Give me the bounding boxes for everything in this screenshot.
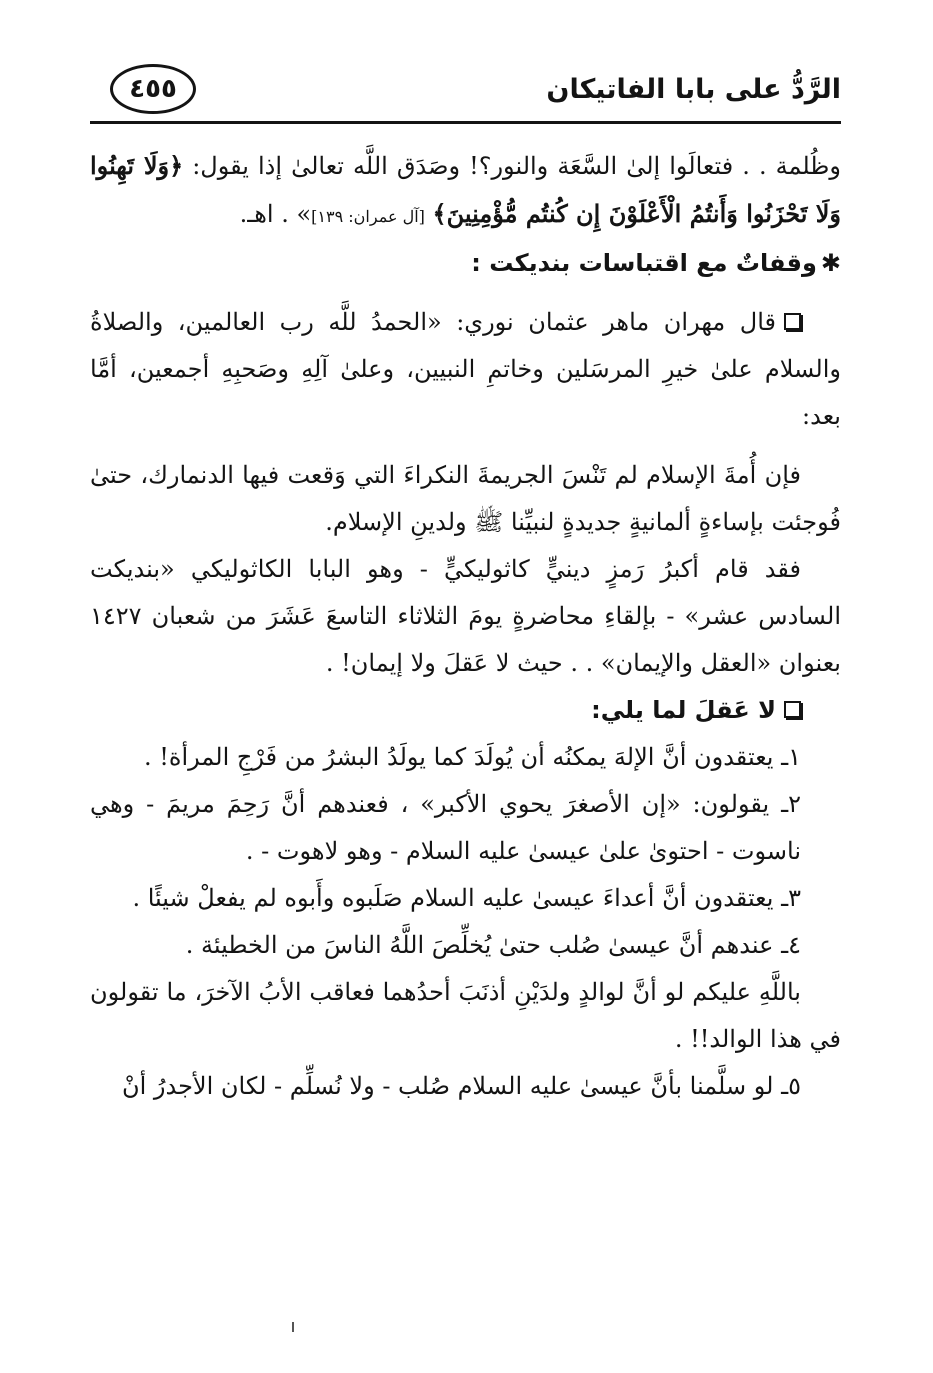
square-bullet-icon: [784, 313, 801, 330]
list-item-5: ٥ـ لو سلَّمنا بأنَّ عيسىٰ عليه السلام صُلب - ولا نُسلِّم - لكان الأجدرُ أنْ: [121, 1072, 801, 1100]
page-header: [90, 60, 841, 124]
paragraph: فإن أُمةَ الإسلام لم تَنْسَ الجريمةَ النكراءَ التي وَقعت فيها الدنمارك، حتىٰ فُوجئت بإساءةٍ ألمانيةٍ جديدةٍ لنبيِّنا ﷺ ولدينِ الإسلام.: [90, 461, 841, 536]
paragraph-quote-intro: [90, 299, 841, 440]
running-title: الرَّدُّ على بابا الفاتيكان: [546, 74, 841, 105]
subheading-text: لا عَقلَ لما يلي:: [591, 696, 776, 724]
section-heading: [90, 240, 841, 287]
paragraph: فقد قام أكبرُ رَمزٍ دينيٍّ كاثوليكيٍّ - وهو البابا الكاثوليكي «بنديكت السادس عشر» - بإلقاءِ محاضرةٍ يومَ الثلاثاء التاسعَ عَشَرَ من شعبان ١٤٢٧ بعنوان «العقل والإيمان» . . حيث لا عَقلَ ولا إيمان! .: [90, 555, 841, 677]
subheading: [90, 687, 841, 734]
list-item-1: ١ـ يعتقدون أنَّ الإلهَ يمكنُه أن يُولَدَ كما يولَدُ البشرُ من فَرْجِ المرأة! .: [144, 743, 801, 771]
list-item-3: ٣ـ يعتقدون أنَّ أعداءَ عيسىٰ عليه السلام صَلَبوه وأَبوه لم يفعلْ شيئًا .: [132, 884, 801, 912]
asterisk-icon: ✱: [820, 249, 841, 277]
paragraph-text: قال مهران ماهر عثمان نوري: «الحمدُ للَّه رب العالمين، والصلاةُ والسلام علىٰ خيرِ المرسَلين وخاتمِ النبيين، وعلىٰ آلِهِ وصَحبِهِ أجمعين، أمَّا بعد:: [90, 308, 841, 430]
square-bullet-icon: [784, 701, 801, 718]
section-heading-title: وقفاتٌ مع اقتباسات بنديكت :: [471, 249, 817, 277]
header-rule: [90, 121, 841, 124]
page-number-badge: ٤٥٥: [110, 64, 196, 114]
verse-reference: [آل عمران: ١٣٩]: [311, 207, 425, 226]
list-item-2: ٢ـ يقولون: «إن الأصغرَ يحوي الأكبر» ، فعندهم أنَّ رَحِمَ مريمَ - وهي ناسوت - احتوىٰ علىٰ عيسىٰ عليه السلام - وهو لاهوت - .: [90, 790, 801, 865]
scan-mark: [292, 1322, 294, 1332]
paragraph-verse: [90, 142, 841, 240]
paragraph-end: » . اهـ.: [239, 200, 312, 228]
page-body: [90, 142, 841, 1110]
quran-verse: ﴿وَلَا تَهِنُوا وَلَا تَحْزَنُوا وَأَنتُمُ الْأَعْلَوْنَ إِن كُنتُم مُّؤْمِنِينَ﴾: [90, 151, 841, 228]
paragraph: باللَّهِ عليكم لو أنَّ لوالدٍ ولدَيْنِ أذنَبَ أحدُهما فعاقب الأبُ الآخرَ، ما تقولون في هذا الوالد!! .: [90, 978, 841, 1053]
paragraph-text: وظُلمة . . فتعالَوا إلىٰ السَّعَة والنور؟! وصَدَق اللَّه تعالىٰ إذا يقول:: [183, 152, 841, 180]
list-item-4: ٤ـ عندهم أنَّ عيسىٰ صُلب حتىٰ يُخلِّصَ اللَّهُ الناسَ من الخطيئة .: [185, 931, 801, 959]
